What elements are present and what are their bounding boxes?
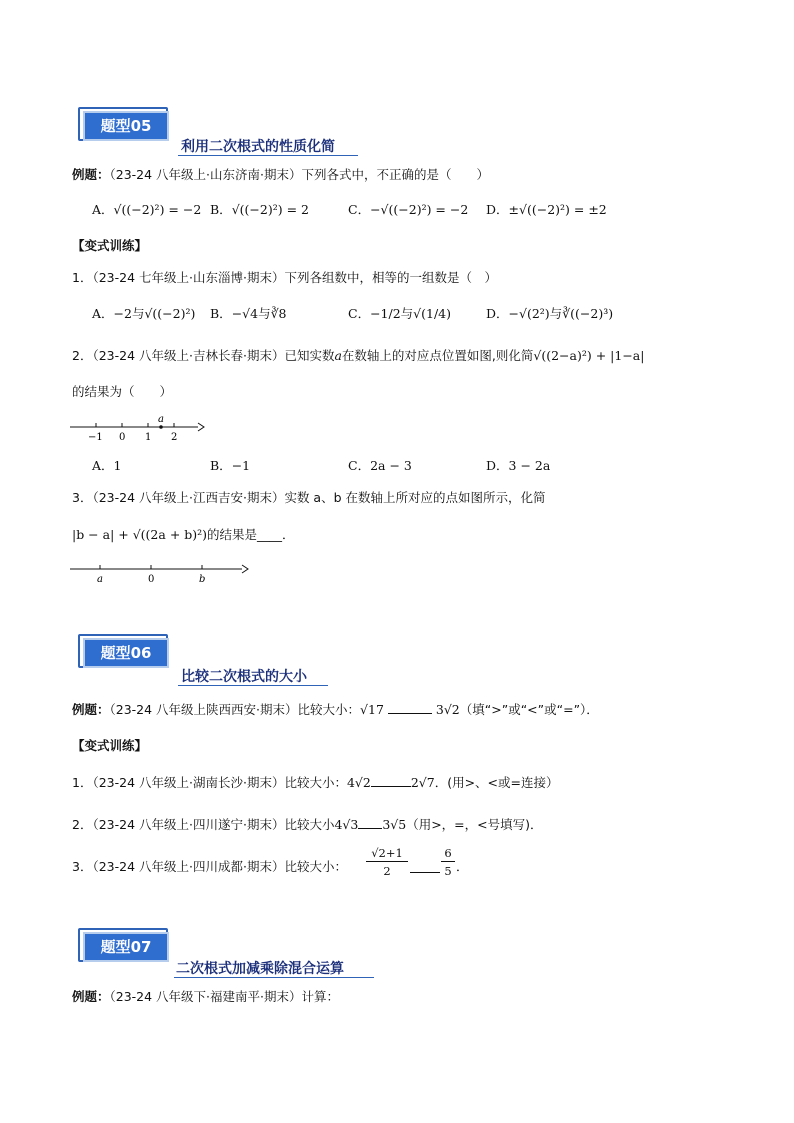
option-d: D．3 − 2a xyxy=(486,458,551,473)
option-a: A．−2与√((−2)²) xyxy=(92,306,196,321)
answer-blank xyxy=(358,816,382,829)
number-line-q2 xyxy=(70,410,210,444)
section-badge-07: 题型07 xyxy=(78,928,170,962)
question-2: 2．（23-24 八年级上·四川遂宁·期末）比较大小4√3 3√5（用>，=，<号填写)． xyxy=(72,817,543,832)
question-2: 2．（23-24 八年级上·吉林长春·期末）已知实数a在数轴上的对应点位置如图,则化简√((2−a)²) + |1−a| xyxy=(72,348,645,363)
options-row xyxy=(92,200,652,224)
question-3: 3．（23-24 八年级上·江西吉安·期末）实数 a、b 在数轴上所对应的点如图所示，化简 xyxy=(72,490,546,505)
q3-tail: ． xyxy=(456,859,469,874)
answer-blank xyxy=(388,701,432,714)
option-c: C．−1/2与√(1/4) xyxy=(348,306,452,321)
question-3-line2: |b − a| + √((2a + b)²)的结果是____． xyxy=(72,527,295,542)
question-2-line2: 的结果为（ ） xyxy=(72,384,173,399)
example-line: 例题：（23-24 八年级下·福建南平·期末）计算： xyxy=(72,989,340,1004)
tick-label: 0 xyxy=(119,432,126,443)
option-d: D．±√((−2)²) = ±2 xyxy=(486,202,607,217)
section-title-05: 利用二次根式的性质化简 xyxy=(181,139,335,155)
q1-options xyxy=(92,304,652,328)
q2-options xyxy=(92,456,652,480)
section-title-06: 比较二次根式的大小 xyxy=(181,669,307,685)
option-b: B．−√4与∛8 xyxy=(210,306,287,321)
tick-label: 2 xyxy=(171,432,178,443)
axis-label-a: a xyxy=(97,574,103,585)
axis-label-b: b xyxy=(199,574,206,585)
fraction-b: 6 5 xyxy=(441,846,455,878)
question-1: 1．（23-24 七年级上·山东淄博·期末）下列各组数中，相等的一组数是（ ） xyxy=(72,270,497,285)
section-title-07: 二次根式加减乘除混合运算 xyxy=(176,961,344,977)
option-b: B．−1 xyxy=(210,458,251,473)
training-label: 【变式训练】 xyxy=(72,238,148,253)
example-line: 例题：（23-24 八年级上·山东济南·期末）下列各式中，不正确的是（ ） xyxy=(72,167,490,182)
section-divider xyxy=(178,685,328,686)
fraction-a: √2+1 2 xyxy=(366,846,408,878)
answer-blank xyxy=(410,860,440,873)
option-a: A．√((−2)²) = −2 xyxy=(92,202,202,217)
section-badge-06: 题型06 xyxy=(78,634,170,668)
question-1: 1．（23-24 八年级上·湖南长沙·期末）比较大小：4√2 2√7．(用>、<或=连接） xyxy=(72,775,559,790)
section-divider xyxy=(178,155,358,156)
example-line: 例题：（23-24 八年级上陕西西安·期末）比较大小：√17 3√2（填“>”或“<”或“=”）． xyxy=(72,702,599,717)
tick-label: 1 xyxy=(145,432,152,443)
point-a xyxy=(159,425,163,429)
training-label: 【变式训练】 xyxy=(72,738,148,753)
answer-blank xyxy=(371,774,411,787)
option-c: C．−√((−2)²) = −2 xyxy=(348,202,469,217)
option-c: C．2a − 3 xyxy=(348,458,412,473)
number-line-q3 xyxy=(70,558,254,588)
option-b: B．√((−2)²) = 2 xyxy=(210,202,309,217)
question-3: 3．（23-24 八年级上·四川成都·期末）比较大小： xyxy=(72,859,347,874)
point-label: a xyxy=(158,414,164,425)
section-divider xyxy=(174,977,374,978)
section-badge-05: 题型05 xyxy=(78,107,170,141)
axis-label-0: 0 xyxy=(148,574,155,585)
tick-label: −1 xyxy=(88,432,103,443)
option-d: D．−√(2²)与∛((−2)³) xyxy=(486,306,614,321)
option-a: A．1 xyxy=(92,458,122,473)
